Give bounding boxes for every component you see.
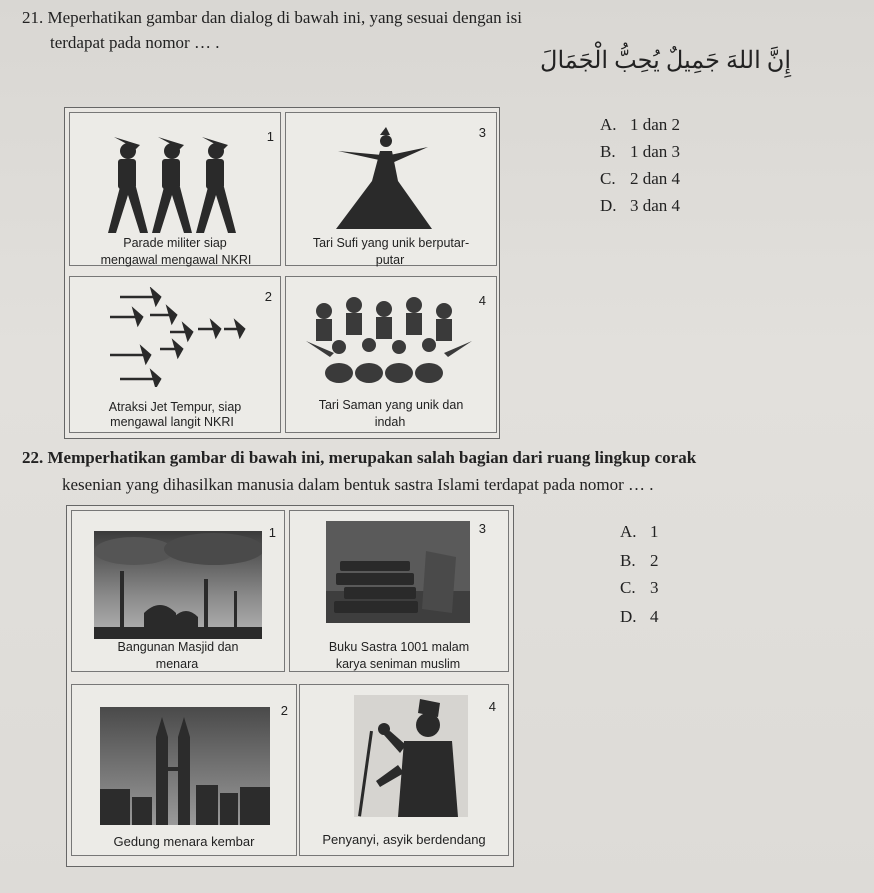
figure-number: 2 xyxy=(264,289,272,304)
option-text: 1 dan 2 xyxy=(630,115,681,134)
option-text: 3 dan 4 xyxy=(630,196,681,215)
q21-option-b[interactable] xyxy=(600,142,680,162)
arabic-text: إِنَّ اللهَ جَمِيلٌ يُحِبُّ الْجَمَالَ xyxy=(540,48,792,74)
caption-line1: Atraksi Jet Tempur, siap xyxy=(108,400,242,414)
caption-line1: Parade militer siap xyxy=(123,236,227,250)
figure-number: 3 xyxy=(478,125,486,140)
books-photo-icon xyxy=(326,521,470,623)
option-text: 4 xyxy=(650,607,659,626)
figure-number: 4 xyxy=(488,699,496,714)
q22-figure-1 xyxy=(71,510,285,672)
option-letter: A. xyxy=(600,115,617,134)
option-letter: C. xyxy=(600,169,616,188)
option-text: 2 xyxy=(650,551,659,570)
caption-line1: Bangunan Masjid dan xyxy=(117,640,239,654)
q21-option-a[interactable] xyxy=(600,115,680,135)
q22-option-a[interactable] xyxy=(620,522,659,542)
caption-line1: Buku Sastra 1001 malam xyxy=(328,640,470,654)
sufi-dancer-icon xyxy=(328,121,438,233)
q21-line2: terdapat pada nomor … . xyxy=(50,33,220,52)
option-letter: B. xyxy=(620,551,636,570)
option-text: 3 xyxy=(650,578,659,597)
figure-number: 2 xyxy=(280,703,288,718)
caption-line1: Tari Saman yang unik dan xyxy=(318,398,464,412)
option-letter: A. xyxy=(620,522,637,541)
option-text: 1 dan 3 xyxy=(630,142,681,161)
q22-figure-2 xyxy=(71,684,297,856)
option-letter: C. xyxy=(620,578,636,597)
q21-option-d[interactable] xyxy=(600,196,680,216)
fighter-jets-icon xyxy=(90,287,250,387)
q21-figure-2 xyxy=(69,276,281,433)
figure-number: 3 xyxy=(478,521,486,536)
soldiers-icon xyxy=(100,123,250,235)
q21-figure-4-caption2: indah xyxy=(374,415,406,429)
singer-photo-icon xyxy=(354,695,468,817)
option-text: 1 xyxy=(650,522,659,541)
q21-figure-grid xyxy=(64,107,500,439)
q22-option-c[interactable] xyxy=(620,578,659,598)
q22-figure-1-caption2: menara xyxy=(155,657,199,671)
q22-option-b[interactable] xyxy=(620,551,659,571)
q22-option-d[interactable] xyxy=(620,607,659,627)
figure-number: 1 xyxy=(266,129,274,144)
q21-figure-3 xyxy=(285,112,497,266)
q22-line2: kesenian yang dihasilkan manusia dalam bentuk sastra Islami terdapat pada nomor … . xyxy=(62,475,654,494)
q21-figure-2-caption2: mengawal langit NKRI xyxy=(110,415,234,429)
figure-number: 4 xyxy=(478,293,486,308)
option-text: 2 dan 4 xyxy=(630,169,681,188)
caption-line1: Gedung menara kembar xyxy=(113,834,255,849)
mosque-photo-icon xyxy=(94,531,262,639)
q21-figure-3-caption2: putar xyxy=(375,253,405,267)
q21-figure-1-caption2: mengawal mengawal NKRI xyxy=(100,253,252,267)
option-letter: D. xyxy=(620,607,637,626)
q22-figure-3 xyxy=(289,510,509,672)
q22-figure-3-caption2: karya seniman muslim xyxy=(335,657,461,671)
saman-dancers-icon xyxy=(304,291,474,387)
q21-option-c[interactable] xyxy=(600,169,680,189)
caption-line1: Tari Sufi yang unik berputar- xyxy=(312,236,470,250)
figure-number: 1 xyxy=(268,525,276,540)
q21-figure-1 xyxy=(69,112,281,266)
q21-figure-4 xyxy=(285,276,497,433)
q22-line1: 22. Memperhatikan gambar di bawah ini, merupakan salah bagian dari ruang lingkup corak xyxy=(22,448,697,467)
option-letter: D. xyxy=(600,196,617,215)
caption-line1: Penyanyi, asyik berdendang xyxy=(322,832,486,847)
twin-towers-photo-icon xyxy=(100,707,270,825)
q21-line1: 21. Meperhatikan gambar dan dialog di bawah ini, yang sesuai dengan isi xyxy=(22,8,522,27)
q22-figure-4 xyxy=(299,684,509,856)
q22-figure-grid xyxy=(66,505,514,867)
option-letter: B. xyxy=(600,142,616,161)
